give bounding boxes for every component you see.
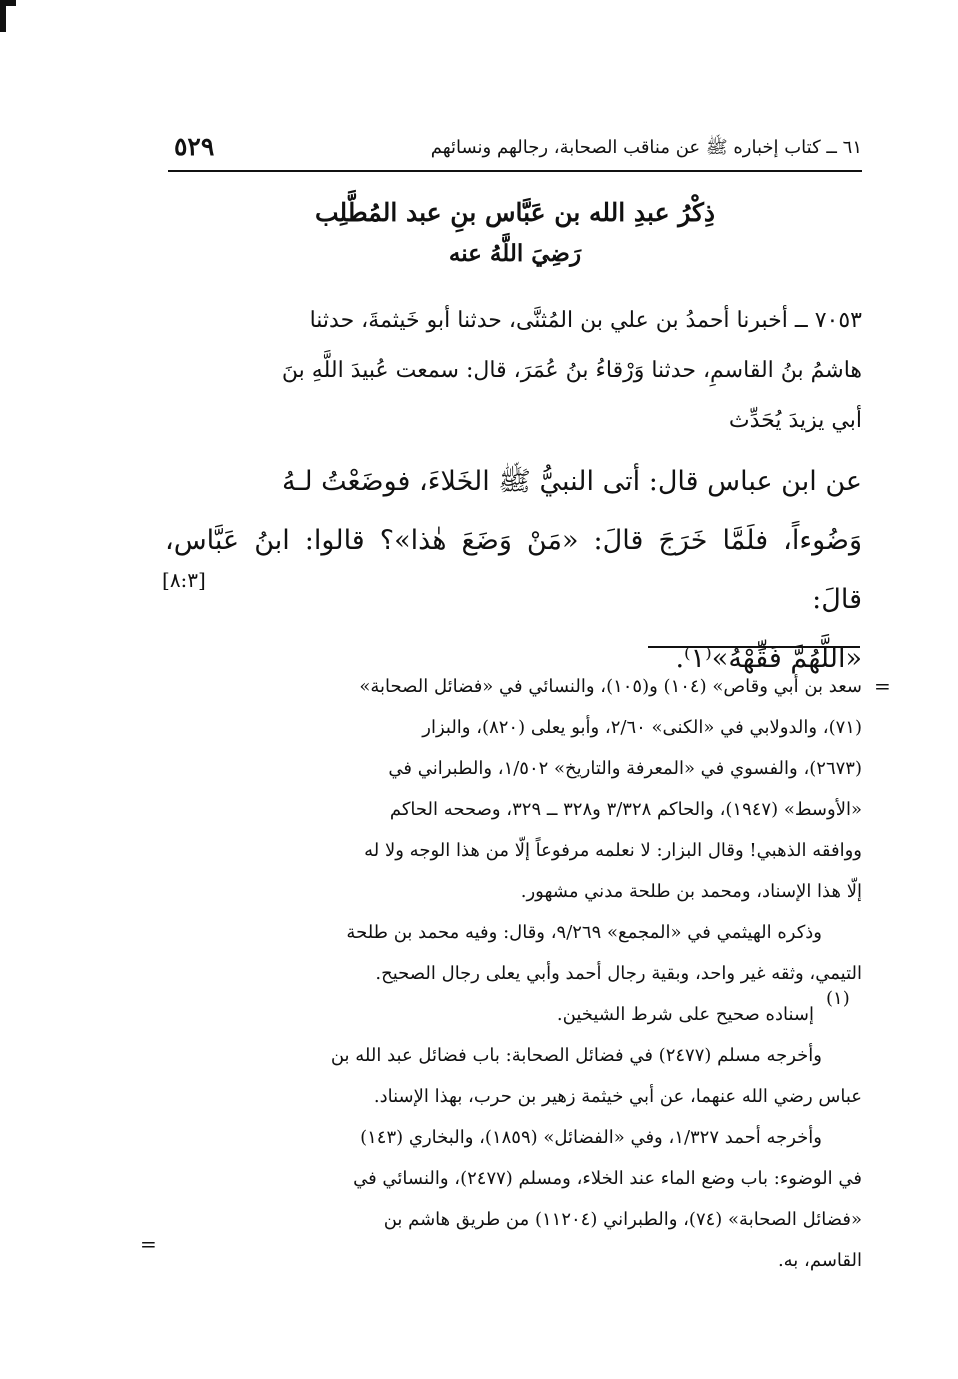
footnote-line: ووافقه الذهبي! وقال البزار: لا نعلمه مرفوعاً إلّا من هذا الوجه ولا له (364, 840, 862, 861)
end-marker: = (140, 1232, 157, 1256)
footnote-line: إسناده صحيح على شرط الشيخين. (556, 1004, 814, 1025)
footnote-line: إلّا هذا الإسناد، ومحمد بن طلحة مدني مشهور. (520, 881, 862, 902)
footnote-line: «فضائل الصحابة» (٧٤)، والطبراني (١١٢٠٤) من طريق هاشم بن (383, 1209, 862, 1230)
chain-line: أبي يزيدَ يُحَدِّث (728, 408, 862, 433)
footnote-line: التيمي، وثقه غير واحد، وبقية رجال أحمد وأبي يعلى رجال الصحيح. (375, 963, 862, 984)
footnote-line: في الوضوء: باب وضع الماء عند الخلاء، ومسلم (٢٤٧٧)، والنسائي في (353, 1168, 862, 1189)
hadith-text (165, 452, 862, 688)
footnote-line: القاسم، به. (777, 1250, 862, 1271)
footnote-number: (١) (826, 988, 850, 1009)
footnote-divider (648, 646, 860, 648)
page-number: ٥٢٩ (174, 132, 215, 161)
scan-corner-mark (0, 0, 16, 32)
footnote-line: وأخرجه مسلم (٢٤٧٧) في فضائل الصحابة: باب فضائل عبد الله بن (330, 1045, 822, 1066)
footnote-line: وأخرجه أحمد ١/٣٢٧، وفي «الفضائل» (١٨٥٩)، والبخاري (١٤٣) (360, 1127, 822, 1148)
footnotes (165, 666, 862, 1281)
title-line-2: رَضِيَ اللَّهُ عنه (448, 240, 582, 267)
footnote-line: (٧١)، والدولابي في «الكنى» ٢/٦٠، وأبو يعلى (٨٢٠)، والبزار (422, 717, 862, 738)
matn-line: «اللَّهُمَّ فَقِّهْهُ»⁽١⁾. (675, 643, 862, 674)
section-title (168, 192, 862, 274)
chain-line: ٧٠٥٣ ــ أخبرنا أحمدُ بن علي بن المُثنَّى، حدثنا أبو خَيثمةَ، حدثنا (309, 308, 862, 333)
hadith-reference: [٨:٣] (162, 568, 206, 592)
title-line-1: ذِكْرُ عبدِ الله بن عَبَّاس بنِ عبد المُطَّلِب (314, 198, 716, 227)
hadith-chain (165, 296, 862, 446)
footnote-line: وذكره الهيثمي في «المجمع» ٩/٢٦٩، وقال: وفيه محمد بن طلحة (346, 922, 822, 943)
footnote-line: (٢٦٧٣)، والفسوي في «المعرفة والتاريخ» ١/٥٠٢، والطبراني في (388, 758, 862, 779)
matn-line: وَضُوءاً، فلَمَّا خَرَجَ قالَ: «مَنْ وَضَعَ هٰذا»؟ قالوا: ابنُ عَبَّاس، قالَ: (165, 525, 862, 615)
footnote-line: «الأوسط» (١٩٤٧)، والحاكم ٣/٣٢٨ و٣٢٨ ــ ٣٢٩، وصححه الحاكم (389, 799, 862, 820)
continuation-marker: = (874, 674, 891, 698)
page-header (168, 118, 862, 172)
running-head: ٦١ ــ كتاب إخباره ﷺ عن مناقب الصحابة، رجالهم ونسائهم (430, 137, 862, 158)
footnote-line: عباس رضي الله عنهما، عن أبي خيثمة زهير بن حرب، بهذا الإسناد. (373, 1086, 862, 1107)
matn-line: عن ابن عباس قال: أتى النبيُّ ﷺ الخَلاءَ، فوضَعْتُ لـهُ (281, 466, 862, 497)
chain-line: هاشمُ بنُ القاسمِ، حدثنا وَرْقاءُ بنُ عُمَرَ، قال: سمعت عُبيدَ اللَّهِ بنَ (281, 358, 862, 383)
footnote-line: سعد بن أبي وقاص» (١٠٤) و(١٠٥)، والنسائي في «فضائل الصحابة» (359, 676, 862, 697)
